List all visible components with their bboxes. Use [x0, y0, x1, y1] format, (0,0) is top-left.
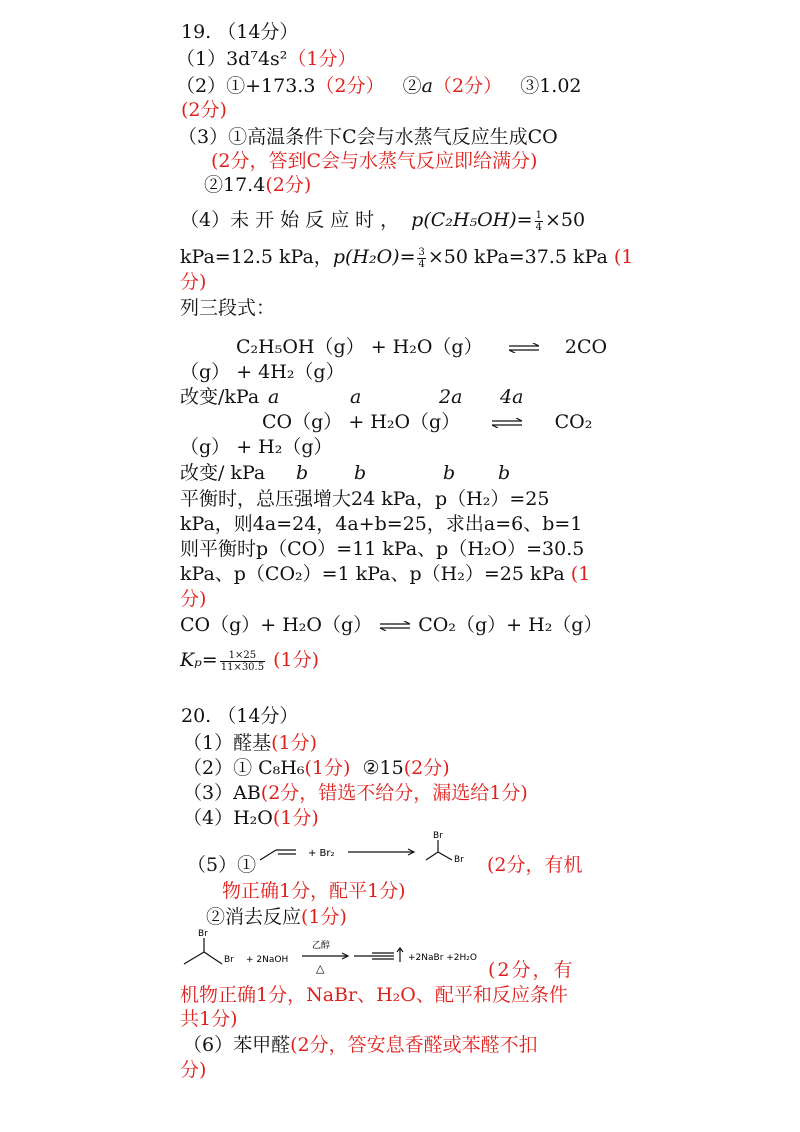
pressure-expr: p(H₂O)=: [332, 246, 416, 268]
q19-part4-line2: [180, 245, 633, 270]
answer: ①高温条件下C会与水蒸气反应生成CO: [228, 126, 558, 148]
frac-den: 4: [418, 258, 425, 270]
score: (2分，有: [488, 959, 575, 981]
part-label: （2）: [183, 757, 234, 779]
heat-symbol: △: [316, 962, 325, 975]
fraction: [417, 247, 425, 270]
change-value: b: [354, 462, 367, 484]
text: kPa=12.5 kPa，: [180, 246, 333, 268]
equilibrium-text-2: kPa，则4a=24，4a+b=25，求出a=6、b=1: [180, 513, 583, 535]
score: (2分): [265, 174, 312, 196]
pressure-expr: p(C₂H₅OH)=: [411, 209, 533, 231]
part-label: （3）: [178, 126, 229, 148]
q20-part5b: [206, 905, 347, 929]
equilibrium-text-3: 则平衡时p（CO）=11 kPa、p（H₂O）=30.5: [180, 538, 585, 560]
change-value: b: [296, 462, 309, 484]
eq-rhs: CO₂: [554, 411, 593, 433]
equation-2-cont: （g） + H₂（g）: [180, 436, 333, 458]
part-label: （6）: [183, 1034, 234, 1056]
answer: 醛基: [233, 732, 272, 754]
score: （2分）: [315, 75, 385, 97]
part-label: （1）: [183, 732, 234, 754]
answer: ②17.4: [204, 174, 266, 196]
kp-expression: [180, 648, 319, 673]
answer: ③1.02: [520, 75, 582, 97]
score: 分): [180, 271, 207, 293]
part-label: （4）: [180, 209, 231, 231]
score: (1: [570, 563, 591, 585]
q20-part6: [183, 1033, 538, 1057]
equation-1-cont: （g） + 4H₂（g）: [180, 361, 345, 383]
score: （1分）: [287, 48, 357, 70]
frac-num: 1: [535, 209, 542, 221]
answer: ① C₈H₆: [233, 757, 305, 779]
change-value: b: [443, 462, 456, 484]
text: 未开始反应时，: [230, 209, 406, 231]
score: (1分): [301, 906, 347, 928]
q19-part1: [176, 47, 357, 71]
q19-part3b: [204, 173, 311, 197]
eq-rhs: CO₂（g）+ H₂（g）: [418, 614, 603, 636]
change-value: b: [498, 462, 511, 484]
condition-text: 乙醇: [312, 941, 331, 951]
answer-var: a: [421, 75, 433, 97]
score: (2分，有机: [487, 854, 583, 876]
eq-lhs: CO（g）+ H₂O（g）: [180, 614, 373, 636]
part-label: （1）: [176, 48, 227, 70]
answer: ②: [402, 75, 422, 97]
q19-part2: [176, 74, 582, 98]
part-label: （3）: [183, 782, 234, 804]
score: 分): [180, 588, 207, 610]
q20-header: 20. （14分）: [181, 705, 299, 727]
change-value: a: [350, 386, 362, 408]
br-atom: Br: [433, 831, 443, 841]
answer: ②15: [362, 757, 404, 779]
row-label: 改变/kPa: [180, 386, 260, 408]
equilibrium-text-1: 平衡时，总压强增大24 kPa，p（H₂）=25: [180, 488, 550, 510]
equation-1: [236, 335, 607, 359]
q19-part4-line1: [180, 208, 585, 233]
score: (1分): [304, 757, 351, 779]
q19-header: 19. （14分）: [181, 21, 299, 43]
answer: ①+173.3: [226, 75, 316, 97]
score: (2分，错选不给分，漏选给1分): [260, 782, 528, 804]
equilibrium-text-4: [180, 562, 590, 586]
electron-config: 3d⁷4s²: [226, 48, 288, 70]
q20-part4: [183, 806, 319, 830]
q20-part1: [183, 731, 317, 755]
equation-2: [262, 410, 592, 434]
equation-3: [180, 613, 602, 637]
score: (2分): [181, 99, 227, 121]
text: ×50: [544, 209, 586, 231]
answer: 苯甲醛: [233, 1034, 291, 1056]
score: （2分）: [432, 75, 503, 97]
fraction: [535, 210, 543, 233]
part-label: （2）: [176, 75, 227, 97]
q20-part5-label: [187, 853, 256, 877]
frac-num: 1×25: [220, 650, 265, 662]
br-atom: Br: [454, 855, 464, 865]
eq-rhs: 2CO: [564, 336, 608, 358]
change-value: 4a: [500, 386, 524, 408]
part-label: （5）: [187, 854, 238, 876]
score: (2分): [403, 757, 450, 779]
equilibrium-arrow-icon: [490, 418, 524, 428]
text: kPa、p（CO₂）=1 kPa、p（H₂）=25 kPa: [180, 563, 565, 585]
frac-num: 3: [418, 246, 425, 258]
q20-part2: [183, 756, 450, 780]
frac-den: 4: [535, 221, 542, 233]
score: 共1分): [180, 1008, 238, 1030]
score: 物正确1分，配平1分): [222, 880, 406, 902]
part-label: （4）: [183, 807, 234, 829]
reagent-text: + 2NaOH: [246, 955, 289, 965]
score: (1分): [271, 732, 318, 754]
frac-den: 11×30.5: [220, 661, 265, 673]
score: (2分，答安息香醛或苯醛不扣: [290, 1034, 538, 1056]
change-row-2: [180, 461, 740, 485]
q20-part3: [183, 781, 528, 805]
score: (2分，答到C会与水蒸气反应即给满分): [211, 150, 538, 172]
br-atom: Br: [198, 929, 208, 939]
reagent-text: + Br₂: [308, 848, 335, 859]
eq-lhs: C₂H₅OH（g） + H₂O（g）: [236, 336, 483, 358]
score: (1分): [272, 807, 319, 829]
answer: AB: [233, 782, 261, 804]
change-value: 2a: [439, 386, 463, 408]
answer: ①: [237, 854, 257, 876]
product-text: +2NaBr +2H₂O: [408, 953, 477, 963]
change-value: a: [268, 386, 280, 408]
row-label: 改变/ kPa: [180, 462, 266, 484]
text: ×50 kPa=37.5 kPa: [427, 246, 608, 268]
equilibrium-arrow-icon: [378, 621, 412, 631]
kp-label: Kₚ=: [180, 649, 218, 671]
answer: H₂O: [233, 807, 273, 829]
score: 机物正确1分，NaBr、H₂O、配平和反应条件: [180, 984, 568, 1006]
elimination-reaction-diagram: [182, 928, 492, 978]
three-stage-label: 列三段式：: [180, 297, 276, 319]
score: (1: [613, 246, 634, 268]
score: (1分): [273, 649, 320, 671]
br-atom: Br: [224, 955, 234, 965]
answer: ②消去反应: [206, 906, 302, 928]
equilibrium-arrow-icon: [507, 343, 541, 353]
eq-lhs: CO（g） + H₂O（g）: [262, 411, 461, 433]
score: 分): [180, 1059, 207, 1081]
q19-part3: [178, 125, 558, 149]
fraction: [220, 650, 265, 673]
change-row-1: [180, 385, 740, 409]
